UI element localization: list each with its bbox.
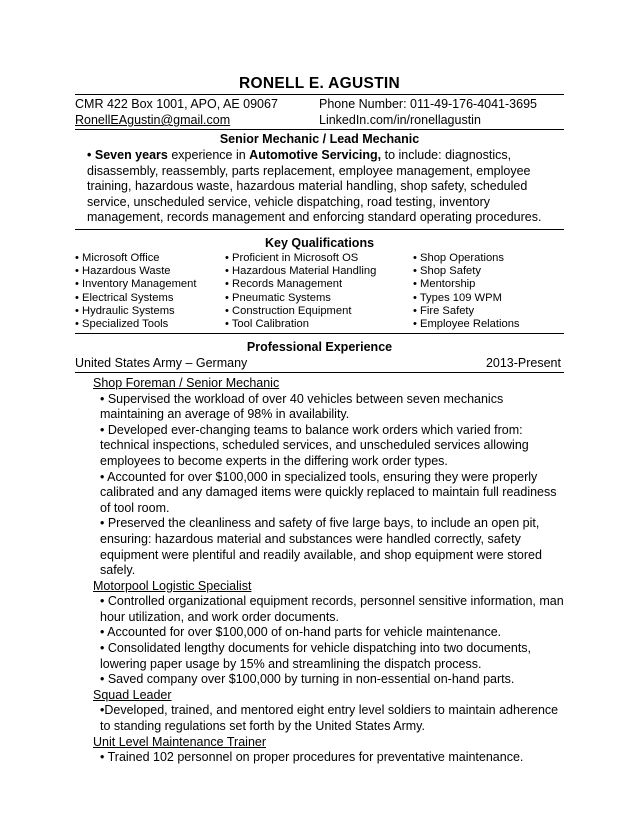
job-entry — [93, 688, 564, 735]
qualification-item: • Microsoft Office — [75, 251, 160, 264]
qualification-item: • Specialized Tools — [75, 317, 169, 330]
qualification-item: • Records Management — [225, 278, 343, 291]
qualification-item: • Shop Operations — [413, 251, 504, 264]
job-title: Shop Foreman / Senior Mechanic — [93, 375, 280, 390]
qualification-item: • Electrical Systems — [75, 291, 174, 304]
linkedin-link[interactable]: LinkedIn.com/in/ronellagustin — [319, 113, 481, 127]
qualifications-column-3 — [413, 252, 520, 331]
summary-divider — [75, 229, 564, 230]
summary-years: Seven years — [94, 148, 168, 162]
qualifications-title: Key Qualifications — [264, 235, 375, 250]
job-entry — [93, 735, 564, 766]
qualification-item: • Types 109 WPM — [413, 291, 502, 304]
job-bullet: • Consolidated lengthy documents for vehicle dispatching into two documents, lowering paper usage by 15% and streamlining the dispatch process. — [100, 641, 532, 671]
contact-block — [75, 96, 564, 128]
qualifications-column-2 — [225, 252, 376, 331]
job-bullet: • Developed ever-changing teams to balance work orders which varied from: technical inspections, scheduled services, and unscheduled services allowing employees to become experts in the differing work order types. — [100, 422, 529, 468]
qualification-item: • Fire Safety — [413, 304, 475, 317]
qualification-item: • Pneumatic Systems — [225, 291, 331, 304]
job-bullet: • Preserved the cleanliness and safety of five large bays, to include an open pit, ensuring: hazardous material and substances were handled correctly, safety equipment were plentiful and readily available, and shop equipment were stored safely. — [100, 516, 542, 578]
resume-page — [75, 75, 564, 766]
experience-title: Professional Experience — [246, 339, 393, 354]
phone-number: Phone Number: 011-49-176-4041-3695 — [319, 97, 537, 111]
employment-dates: 2013-Present — [485, 355, 561, 370]
job-title: Unit Level Maintenance Trainer — [93, 734, 267, 749]
summary-paragraph — [87, 148, 556, 226]
job-bullet: • Trained 102 personnel on proper procedures for preventative maintenance. — [100, 750, 524, 765]
qualification-item: • Construction Equipment — [225, 304, 352, 317]
job-title: Motorpool Logistic Specialist — [93, 578, 252, 593]
qualification-item: • Inventory Management — [75, 278, 197, 291]
qualifications-column-1 — [75, 252, 196, 331]
job-bullet: • Controlled organizational equipment records, personnel sensitive information, man hour utilization, and work order documents. — [100, 594, 564, 624]
qualification-item: • Mentorship — [413, 278, 476, 291]
qualification-item: • Proficient in Microsoft OS — [225, 251, 359, 264]
job-bullet: • Supervised the workload of over 40 vehicles between seven mechanics maintaining an average of 98% in availability. — [100, 391, 504, 422]
job-entry — [93, 579, 564, 688]
contact-divider — [75, 129, 564, 130]
summary-title: Senior Mechanic / Lead Mechanic — [219, 132, 420, 146]
employer: United States Army – Germany — [75, 355, 248, 370]
job-title: Squad Leader — [93, 687, 172, 702]
job-bullet: • Accounted for over $100,000 of on-hand parts for vehicle maintenance. — [100, 625, 502, 640]
qualifications-grid — [75, 252, 564, 332]
email-link[interactable]: RonellEAgustin@gmail.com — [75, 113, 231, 127]
qualification-item: • Tool Calibration — [225, 317, 309, 330]
summary-field: Automotive Servicing, — [249, 148, 382, 162]
qualification-item: • Shop Safety — [413, 265, 481, 278]
job-entry — [93, 376, 564, 579]
qualification-item: • Hazardous Material Handling — [225, 265, 377, 278]
summary-text-2: to include: diagnostics, disassembly, reassembly, parts replacement, employee management, employee training, hazardous waste, hazardous material handling, shop safety, scheduled service, unscheduled service, vehicle dispatching, road testing, inventory management, records management and enforcing standard operating procedures. — [87, 148, 542, 225]
experience-header — [75, 355, 564, 371]
job-bullet: • Accounted for over $100,000 in specialized tools, ensuring they were properly calibrated and any damaged items were quickly replaced to maintain full readiness of tool room. — [100, 469, 557, 515]
qualification-item: • Hydraulic Systems — [75, 304, 175, 317]
experience-divider — [75, 372, 564, 373]
job-bullet: • Saved company over $100,000 by turning in non-essential on-hand parts. — [100, 672, 515, 687]
job-bullet: •Developed, trained, and mentored eight entry level soldiers to maintain adherence to standing regulations set forth by the United States Army. — [100, 703, 559, 734]
qualification-item: • Hazardous Waste — [75, 265, 171, 278]
qualification-item: • Employee Relations — [413, 317, 520, 330]
qualifications-divider — [75, 333, 564, 334]
applicant-name: RONELL E. AGUSTIN — [239, 75, 400, 92]
job-list — [93, 376, 564, 766]
header-divider — [75, 94, 564, 95]
address: CMR 422 Box 1001, APO, AE 09067 — [75, 97, 278, 111]
summary-text-1: experience in — [167, 148, 250, 162]
summary-bullet: • — [87, 148, 92, 162]
